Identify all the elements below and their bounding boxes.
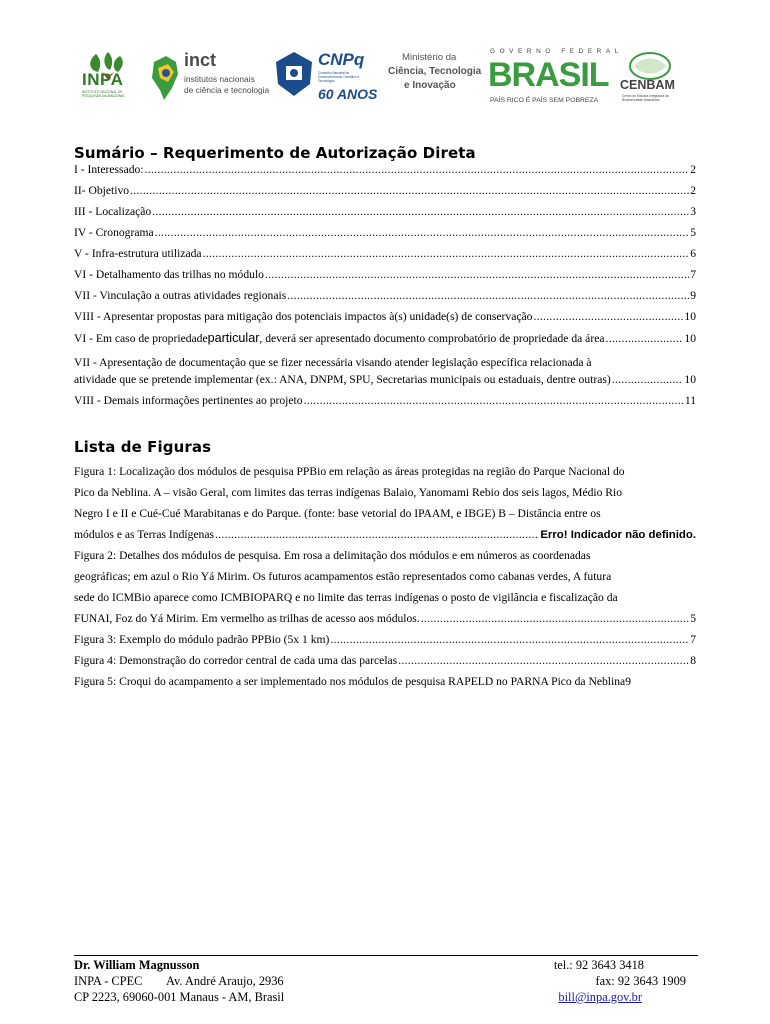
inpa-name: INPA bbox=[82, 70, 124, 89]
toc-leader bbox=[155, 226, 690, 239]
toc-leader bbox=[265, 268, 689, 281]
toc-entry[interactable] bbox=[74, 268, 696, 289]
cenbam-logo bbox=[612, 46, 694, 112]
summary-title: Sumário – Requerimento de Autorização Direta bbox=[74, 144, 476, 162]
cnpq-anniversary: 60 ANOS bbox=[318, 86, 378, 102]
cnpq-emblem-icon bbox=[274, 50, 316, 106]
figure-page: 5 bbox=[690, 612, 696, 625]
figure-line: FUNAI, Foz do Yá Mirim. Em vermelho as trilhas de acesso aos módulos. bbox=[74, 612, 420, 625]
toc-entry[interactable] bbox=[74, 331, 696, 352]
cenbam-caption: Centro de Estudos Integrados da Biodiversidade Amazônica bbox=[622, 94, 669, 102]
inct-line2: de ciência e tecnologia bbox=[184, 85, 270, 95]
figure-text: Figura 4: Demonstração do corredor central de cada uma das parcelas bbox=[74, 654, 398, 667]
toc-leader bbox=[533, 310, 683, 323]
footer-name: Dr. William Magnusson bbox=[74, 958, 200, 972]
toc-entry[interactable] bbox=[74, 373, 696, 394]
cnpq-name: CNPq bbox=[318, 50, 365, 69]
figure-line[interactable]: Negro I e II e Cué-Cué Marabitanas e do Parque. (fonte: base vetorial do IPAAM, e IBGE) B – Distância entre os bbox=[74, 507, 601, 520]
toc-entry[interactable] bbox=[74, 310, 696, 331]
toc-leader bbox=[152, 205, 689, 218]
toc-entry-text: VIII - Demais informações pertinentes ao projeto bbox=[74, 394, 303, 407]
footer-street: Av. André Araujo, 2936 bbox=[165, 974, 284, 988]
cnpq-tagline: Conselho Nacional de Desenvolvimento Científico e Tecnológico bbox=[318, 71, 360, 83]
brasil-top: GOVERNO FEDERAL bbox=[490, 48, 623, 55]
figure-line[interactable]: geográficas; em azul o Rio Yá Mirim. Os futuros acampamentos estão representados como cabanas verdes, A futura bbox=[74, 570, 612, 583]
toc-entry-text: V - Infra-estrutura utilizada bbox=[74, 247, 202, 260]
figure-entry-end[interactable] bbox=[74, 524, 696, 545]
toc-leader bbox=[287, 289, 689, 302]
logo-strip bbox=[0, 46, 770, 112]
figure-entry[interactable] bbox=[74, 650, 696, 671]
toc-entry-page: 2 bbox=[690, 184, 696, 197]
mcti-line2: Ciência, Tecnologia bbox=[388, 66, 482, 77]
toc-entry-text: atividade que se pretende implementar (ex.: ANA, DNPM, SPU, Secretarias municipais ou estaduais, dentre outras) bbox=[74, 373, 611, 386]
figure-text: Figura 5: Croqui do acampamento a ser implementado nos módulos de pesquisa RAPELD no PARNA Pico da Neblina bbox=[74, 675, 626, 688]
toc-entry-text: VII - Vinculação a outras atividades regionais bbox=[74, 289, 287, 302]
toc-entry[interactable] bbox=[74, 247, 696, 268]
toc-entry[interactable] bbox=[74, 163, 696, 184]
footer-divider bbox=[74, 955, 698, 956]
footer-postal: CP 2223, 69060-001 Manaus - AM, Brasil bbox=[74, 990, 285, 1004]
toc-entry-text: VI - Detalhamento das trilhas no módulo bbox=[74, 268, 264, 281]
footer-fax: fax: 92 3643 1909 bbox=[595, 974, 686, 988]
toc-entry-page: 2 bbox=[690, 163, 696, 176]
figure-line: módulos e as Terras Indígenas bbox=[74, 528, 214, 541]
figure-error: Erro! Indicador não definido. bbox=[540, 529, 696, 541]
figure-entry[interactable] bbox=[74, 629, 696, 650]
figure-text: Figura 3: Exemplo do módulo padrão PPBio (5x 1 km) bbox=[74, 633, 330, 646]
figure-entry-end[interactable] bbox=[74, 608, 696, 629]
brazil-map-icon bbox=[150, 54, 180, 102]
inpa-logo bbox=[78, 46, 140, 112]
toc-leader bbox=[203, 247, 690, 260]
inct-logo bbox=[150, 46, 270, 112]
summary-toc bbox=[74, 163, 696, 415]
footer-contact bbox=[74, 957, 284, 1005]
inpa-caption: INSTITUTO NACIONAL DE PESQUISAS DA AMAZÔNIA bbox=[82, 90, 125, 98]
toc-entry[interactable] bbox=[74, 394, 696, 415]
toc-entry-line[interactable]: VII - Apresentação de documentação que se fizer necessária visando atender legislação específica relacionada à bbox=[74, 356, 592, 369]
mcti-line3: e Inovação bbox=[404, 80, 456, 91]
toc-entry-text-b: particular bbox=[207, 331, 260, 345]
toc-leader bbox=[304, 394, 684, 407]
toc-entry-page: 11 bbox=[684, 394, 696, 407]
toc-entry-page: 6 bbox=[690, 247, 696, 260]
toc-entry-page: 5 bbox=[690, 226, 696, 239]
cnpq-logo bbox=[274, 46, 378, 112]
toc-entry[interactable] bbox=[74, 289, 696, 310]
figure-line[interactable]: Pico da Neblina. A – visão Geral, com limites das terras indígenas Balaio, Yanomami Rebio dos seis lagos, Médio Rio bbox=[74, 486, 623, 499]
brasil-logo bbox=[488, 46, 623, 112]
cenbam-name: CENBAM bbox=[620, 78, 675, 92]
toc-entry-text: II- Objetivo bbox=[74, 184, 130, 197]
footer-address-line bbox=[74, 973, 284, 989]
toc-leader bbox=[421, 608, 689, 629]
mcti-logo bbox=[384, 46, 480, 112]
toc-entry-text: IV - Cronograma bbox=[74, 226, 154, 239]
footer-tel: tel.: 92 3643 3418 bbox=[553, 958, 644, 972]
toc-leader bbox=[215, 524, 539, 545]
toc-entry-page: 3 bbox=[690, 205, 696, 218]
toc-leader bbox=[606, 332, 684, 345]
inct-line1: institutos nacionais bbox=[184, 74, 255, 84]
toc-entry-page: 9 bbox=[690, 289, 696, 302]
toc-entry-text-a: VI - Em caso de propriedade bbox=[74, 332, 208, 345]
toc-entry-text: I - Interessado: bbox=[74, 163, 144, 176]
toc-entry-text: III - Localização bbox=[74, 205, 152, 218]
toc-entry[interactable] bbox=[74, 205, 696, 226]
toc-entry-text: VIII - Apresentar propostas para mitigação dos potenciais impactos à(s) unidade(s) de conservação bbox=[74, 310, 533, 323]
toc-leader bbox=[145, 163, 690, 176]
footer-email-link[interactable]: bill@inpa.gov.br bbox=[558, 990, 642, 1004]
inct-name: inct bbox=[184, 50, 217, 70]
figure-line[interactable]: sede do ICMBio aparece como ICMBIOPARQ e no limite das terras indígenas o posto de vigilância e fiscalização da bbox=[74, 591, 618, 604]
figure-page: 7 bbox=[690, 633, 696, 646]
toc-leader bbox=[330, 629, 689, 650]
brasil-bottom: PAÍS RICO É PAÍS SEM POBREZA bbox=[490, 97, 599, 104]
toc-entry[interactable] bbox=[74, 184, 696, 205]
toc-leader bbox=[612, 373, 684, 386]
figure-page: 8 bbox=[690, 654, 696, 667]
toc-entry-page: 10 bbox=[684, 332, 696, 345]
cenbam-globe-icon bbox=[628, 50, 672, 80]
figures-list bbox=[74, 461, 696, 692]
toc-leader bbox=[398, 650, 689, 671]
toc-entry-page: 10 bbox=[684, 310, 696, 323]
toc-entry-page: 7 bbox=[690, 268, 696, 281]
toc-leader bbox=[130, 184, 689, 197]
footer-phone-block bbox=[554, 957, 686, 1005]
footer-institution: INPA - CPEC bbox=[74, 974, 143, 988]
mcti-line1: Ministério da bbox=[402, 52, 457, 63]
toc-entry-text-c: , deverá ser apresentado documento comprobatório de propriedade da área bbox=[259, 332, 605, 345]
figure-page: 9 bbox=[625, 675, 631, 688]
figure-entry[interactable] bbox=[74, 671, 696, 692]
toc-entry[interactable] bbox=[74, 226, 696, 247]
brasil-name: BRASIL bbox=[488, 56, 609, 94]
figure-line[interactable]: Figura 2: Detalhes dos módulos de pesquisa. Em rosa a delimitação dos módulos e em números as coordenadas bbox=[74, 549, 591, 562]
figures-title: Lista de Figuras bbox=[74, 438, 212, 456]
toc-entry-page: 10 bbox=[684, 373, 696, 386]
figure-line[interactable]: Figura 1: Localização dos módulos de pesquisa PPBio em relação as áreas protegidas na região do Parque Nacional do bbox=[74, 465, 625, 478]
